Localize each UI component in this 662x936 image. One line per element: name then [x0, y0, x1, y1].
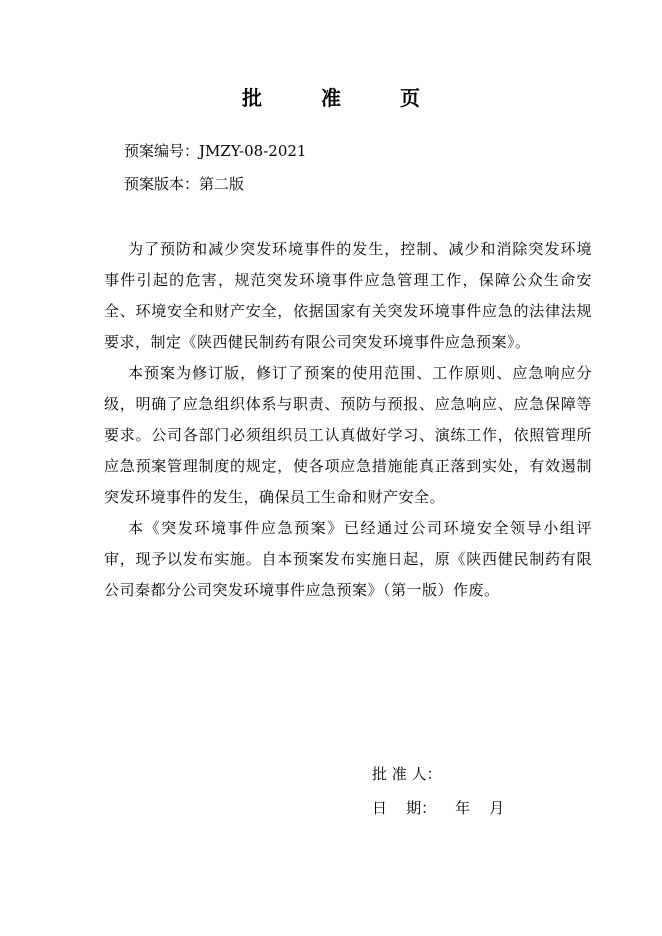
- plan-number: 预案编号：JMZY-08-2021: [124, 142, 307, 160]
- paragraph-purpose: 为了预防和减少突发环境事件的发生，控制、减少和消除突发环境事件引起的危害，规范突发环境事件应急管理工作，保障公众生命安全、环境安全和财产安全，依据国家有关突发环境事件应急的法律法规要求，制定《陕西健民制药有限公司突发环境事件应急预案》。: [104, 240, 592, 351]
- paragraph-release: 本《突发环境事件应急预案》已经通过公司环境安全领导小组评审，现予以发布实施。自本预案发布实施日起，原《陕西健民制药有限公司秦都分公司突发环境事件应急预案》（第一版）作废。: [104, 519, 592, 599]
- plan-version: 预案版本：第二版: [124, 175, 245, 193]
- page-title: 批 准 页: [242, 86, 446, 110]
- body-text: [104, 234, 592, 606]
- approver-line: 批 准 人：: [372, 765, 442, 783]
- paragraph-revision: 本预案为修订版，修订了预案的使用范围、工作原则、应急响应分级，明确了应急组织体系与职责、预防与预报、应急响应、应急保障等要求。公司各部门必须组织员工认真做好学习、演练工作，依照管理所应急预案管理制度的规定，使各项应急措施能真正落到实处，有效遏制突发环境事件的发生，确保员工生命和财产安全。: [104, 364, 592, 506]
- date-line: 日 期： 年 月: [372, 799, 505, 817]
